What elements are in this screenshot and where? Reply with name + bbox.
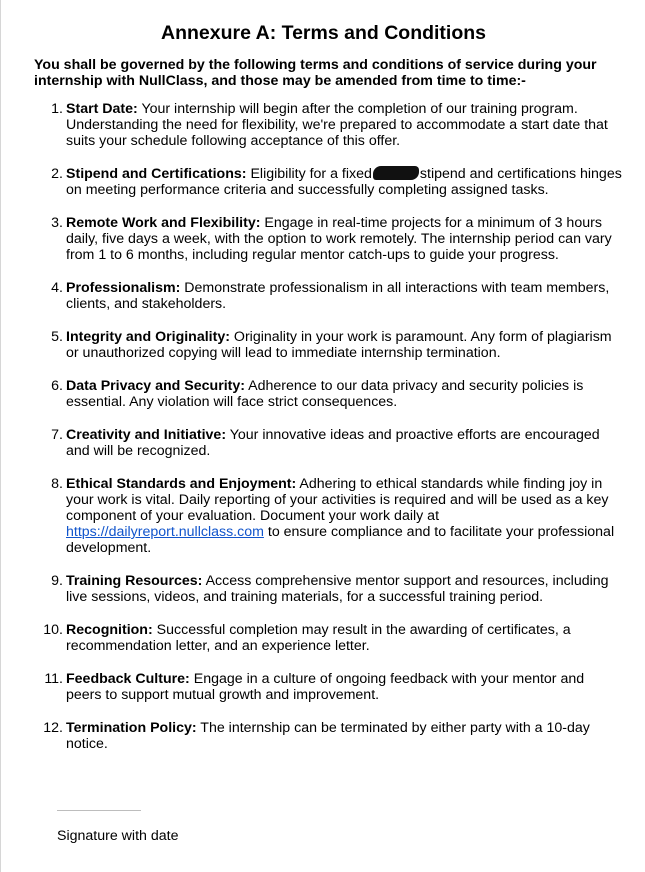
term-heading: Start Date:	[66, 101, 138, 117]
term-item-professionalism	[1, 280, 645, 312]
term-number: 12.	[43, 720, 63, 736]
term-text-continued: stipend and certifications hinges on meeting performance criteria and successfully completing assigned tasks.	[66, 166, 622, 198]
term-number: 9.	[51, 573, 63, 589]
term-item-stipend	[1, 166, 645, 198]
term-heading: Recognition:	[66, 622, 153, 638]
term-number: 4.	[51, 280, 63, 296]
term-text: Adhering to ethical standards while finding joy in your work is vital. Daily reporting of your activities is required and will be used as a key component of your evaluation. Document your work daily at	[66, 476, 609, 524]
term-heading: Professionalism:	[66, 280, 181, 296]
term-heading: Stipend and Certifications:	[66, 166, 247, 182]
term-text: Eligibility for a fixed	[250, 166, 372, 182]
term-item-training-resources	[1, 573, 645, 605]
term-text: Engage in real-time projects for a minimum of 3 hours daily, five days a week, with the option to work remotely. The internship period can vary from 1 to 6 months, including regular mentor catch-ups to guide your progress.	[66, 215, 612, 263]
term-text: Originality in your work is paramount. Any form of plagiarism or unauthorized copying will lead to immediate internship termination.	[66, 329, 612, 361]
term-number: 11.	[44, 671, 63, 687]
term-item-feedback-culture	[1, 671, 645, 703]
term-text: Access comprehensive mentor support and resources, including live sessions, videos, and training materials, for a successful training period.	[66, 573, 609, 605]
term-text: Demonstrate professionalism in all interactions with team members, clients, and stakeholders.	[66, 280, 610, 312]
term-text: Adherence to our data privacy and security policies is essential. Any violation will face strict consequences.	[66, 378, 584, 410]
term-heading: Remote Work and Flexibility:	[66, 215, 261, 231]
term-number: 6.	[51, 378, 63, 394]
term-item-remote-work	[1, 215, 645, 263]
term-number: 7.	[51, 427, 63, 443]
term-item-recognition	[1, 622, 645, 654]
term-text: The internship can be terminated by either party with a 10-day notice.	[66, 720, 590, 752]
term-number: 3.	[51, 215, 63, 231]
term-text: Your innovative ideas and proactive efforts are encouraged and will be recognized.	[66, 427, 600, 459]
term-heading: Integrity and Originality:	[66, 329, 230, 345]
term-heading: Ethical Standards and Enjoyment:	[66, 476, 297, 492]
term-item-ethical-standards	[1, 476, 645, 556]
term-item-creativity	[1, 427, 645, 459]
term-number: 10.	[43, 622, 63, 638]
term-number: 1.	[51, 101, 63, 117]
term-item-integrity	[1, 329, 645, 361]
signature-line	[57, 810, 141, 811]
terms-list	[1, 101, 645, 769]
term-number: 2.	[51, 166, 63, 182]
term-text-continued: to ensure compliance and to facilitate your professional development.	[66, 524, 615, 556]
term-text: Successful completion may result in the awarding of certificates, a recommendation letter, and an experience letter.	[66, 622, 571, 654]
term-heading: Termination Policy:	[66, 720, 197, 736]
term-item-start-date	[1, 101, 645, 149]
redaction-mark	[373, 166, 419, 180]
term-text: Your internship will begin after the completion of our training program. Understanding the need for flexibility, we're prepared to accommodate a start date that suits your schedule following acceptance of this offer.	[66, 101, 608, 149]
term-heading: Training Resources:	[66, 573, 203, 589]
daily-report-link[interactable]: https://dailyreport.nullclass.com	[66, 524, 264, 540]
term-number: 8.	[51, 476, 63, 492]
term-item-data-privacy	[1, 378, 645, 410]
term-item-termination-policy	[1, 720, 645, 752]
intro-paragraph: You shall be governed by the following terms and conditions of service during your internship with NullClass, and those may be amended from time to time:-	[34, 57, 597, 89]
term-heading: Feedback Culture:	[66, 671, 190, 687]
page-title: Annexure A: Terms and Conditions	[160, 22, 487, 44]
signature-label: Signature with date	[57, 828, 179, 844]
term-text: Engage in a culture of ongoing feedback with your mentor and peers to support mutual growth and improvement.	[66, 671, 585, 703]
term-heading: Data Privacy and Security:	[66, 378, 245, 394]
term-heading: Creativity and Initiative:	[66, 427, 227, 443]
term-number: 5.	[51, 329, 63, 345]
